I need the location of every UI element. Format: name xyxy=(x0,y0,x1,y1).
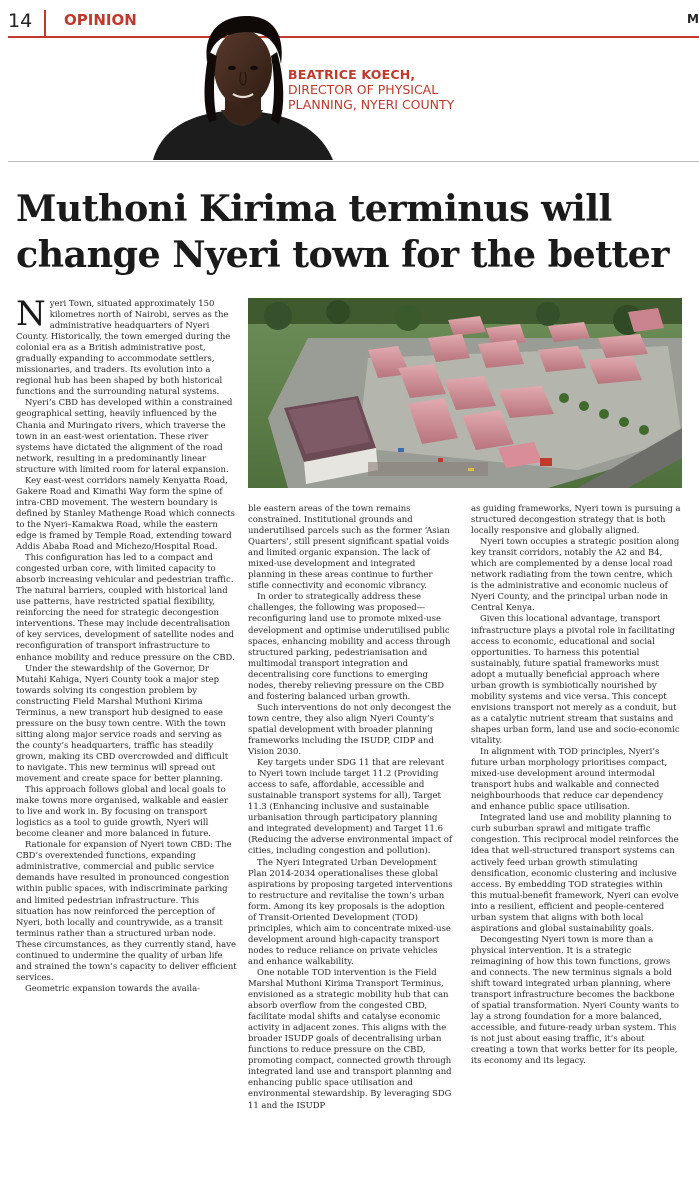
article-paragraph: Nyeri town occupies a strategic position along key transit corridors, notably the A2 and B4, which are complemented by a dense local road network radiating from the town centre, which is the administrative and economic nucleus of Nyeri County, and the principal urban node in Central Kenya. xyxy=(471,536,680,613)
headline-line-1: Muthoni Kirima terminus will xyxy=(16,187,612,230)
article-paragraph: Under the stewardship of the Governor, Dr Mutahi Kahiga, Nyeri County took a major step towards solving its congestion problem by constructing Field Marshal Muthoni Kirima Terminus, a new transport hub designed to ease pressure on the busy town centre. With the town sitting along major service roads and serving as the county’s headquarters, traffic has steadily grown, making its CBD overcrowded and difficult to navigate. This new terminus will spread out movement and create space for better planning. xyxy=(16,662,229,784)
article-paragraph: In alignment with TOD principles, Nyeri’s future urban morphology prioritises compact, mixed-use development around intermodal transport hubs and walkable and connected neighbourhoods that reduce car dependency and enhance public space utilisation. xyxy=(471,746,668,812)
header-rule xyxy=(8,36,699,38)
article-paragraph: This approach follows global and local goals to make towns more organised, walkable and easier to live and work in. By focusing on transport logistics as a tool to guide growth, Nyeri will become cleaner and more balanced in future. xyxy=(16,784,229,839)
header-separator xyxy=(8,161,699,162)
article-paragraph: This configuration has led to a compact and congested urban core, with limited capacity to absorb increasing vehicular and pedestrian traffic. The natural barriers, coupled with historical land use patterns, have restricted spatial flexibility, reinforcing the need for strategic decongestion interventions. These may include decentralisation of key services, development of satellite nodes and reconfiguration of transport infrastructure to enhance mobility and reduce pressure on the CBD. xyxy=(16,552,235,662)
article-paragraph: Nyeri’s CBD has developed within a constrained geographical setting, heavily influenced by the Chania and Muringato rivers, which traverse the town in an east-west orientation. These river systems have dictated the alignment of the road network, resulting in a predominantly linear structure with limited room for lateral expansion. xyxy=(16,397,233,474)
article-column-1 xyxy=(16,294,238,994)
article-paragraph: as guiding frameworks, Nyeri town is pursuing a structured decongestion strategy that is both locally responsive and globally aligned. xyxy=(471,503,681,536)
drop-cap: N xyxy=(16,294,46,334)
terminus-aerial-photo xyxy=(248,298,682,488)
page-number: 14 xyxy=(8,10,33,32)
article-paragraph: Given this locational advantage, transport infrastructure plays a pivotal role in facilitating access to economic, educational and social opportunities. To harness this potential sustainably, future spatial frameworks must adopt a mutually beneficial approach where urban growth is symbiotically nourished by mobility systems and vice versa. This concept envisions transport not merely as a conduit, but as a catalytic nutrient stream that sustains and shapes urban form, land use and socio-economic vitality. xyxy=(471,613,680,745)
article-paragraph: In order to strategically address these challenges, the following was proposed—reconfiguring land use to promote mixed-use development and optimise underutilised public spaces, enhancing mobility and access through structured parking, pedestrianisation and multimodal transport integration and decentralising core functions to emerging nodes, thereby relieving pressure on the CBD and fostering balanced urban growth. xyxy=(248,591,451,701)
article-paragraph: Integrated land use and mobility planning to curb suburban sprawl and mitigate traffic congestion. This reciprocal model reinforces the idea that well-structured transport systems can actively feed urban growth stimulating densification, economic clustering and inclusive access. By embedding TOD strategies within this mutual-benefit framework, Nyeri can evolve into a resilient, efficient and people-centered urban system that aligns with both local aspirations and global sustainability goals. xyxy=(471,812,679,933)
article-column-2 xyxy=(248,503,455,1111)
headline-line-2: change Nyeri town for the better xyxy=(16,233,669,276)
page-header xyxy=(0,0,699,160)
article-paragraph: One notable TOD intervention is the Field Marshal Muthoni Kirima Transport Terminus, envisioned as a strategic mobility hub that can absorb overflow from the congested CBD, facilitate modal shifts and catalyse economic activity in adjacent zones. This aligns with the broader ISUDP goals of decentralising urban functions to reduce pressure on the CBD, promoting compact, connected growth through integrated land use and transport planning and enhancing public space utilisation and environmental stewardship. By leveraging SDG 11 and the ISUDP xyxy=(248,966,452,1110)
author-role-line-1: DIRECTOR OF PHYSICAL xyxy=(288,82,439,97)
article-paragraph: ble eastern areas of the town remains constrained. Institutional grounds and underutilised parcels such as the former ‘Asian Quarters’, still present significant spatial voids and limited organic expansion. The lack of mixed-use development and integrated planning in these areas continue to further stifle connectivity and economic vibrancy. xyxy=(248,503,450,591)
article-paragraph: Key east-west corridors namely Kenyatta Road, Gakere Road and Kimathi Way form the spine of intra-CBD movement. The western boundary is defined by Stanley Mathenge Road which connects to the Nyeri–Kamakwa Road, while the eastern edge is framed by Temple Road, extending toward Addis Ababa Road and Michezo/Hospital Road. xyxy=(16,474,236,552)
article-paragraph: The Nyeri Integrated Urban Development Plan 2014-2034 operationalises these global aspirations by proposing targeted interventions to restructure and revitalise the town’s urban form. Among its key proposals is the adoption of Transit-Oriented Development (TOD) principles, which aim to concentrate mixed-use development around high-capacity transport nodes to reduce reliance on private vehicles and enhance walkability. xyxy=(248,856,453,966)
corner-mark: M xyxy=(687,12,699,26)
author-name: BEATRICE KOECH, xyxy=(288,67,416,82)
article-paragraph: Rationale for expansion of Nyeri town CBD: The CBD’s overextended functions, expanding administrative, commercial and public service demands have resulted in pronounced congestion within public spaces, with indiscriminate parking and limited pedestrian infrastructure. This situation has now reinforced the perception of Nyeri, both locally and countrywide, as a transit terminus rather than a structured urban node. These circumstances, as they currently stand, have continued to undermine the quality of urban life and strained the town’s capacity to deliver efficient services. xyxy=(16,839,237,982)
article-paragraph: Such interventions do not only decongest the town centre, they also align Nyeri County’s spatial development with broader planning frameworks including the ISUDP, CIDP and Vision 2030. xyxy=(248,701,452,757)
article-paragraph: Key targets under SDG 11 that are relevant to Nyeri town include target 11.2 (Providing access to safe, affordable, accessible and sustainable transport systems for all), Target 11.3 (Enhancing inclusive and sustainable urbanisation through participatory planning and integrated development) and Target 11.6 (Reducing the adverse environmental impact of cities, including congestion and pollution). xyxy=(248,757,452,856)
article-column-3 xyxy=(471,503,681,1066)
author-role-line-2: PLANNING, NYERI COUNTY xyxy=(288,97,455,112)
headline xyxy=(16,186,696,278)
article-paragraph: Geometric expansion towards the availa- xyxy=(25,982,200,993)
author-byline xyxy=(288,67,454,112)
section-label: OPINION xyxy=(64,11,137,29)
article-paragraph: Nyeri Town, situated approximately 150 kilometres north of Nairobi, serves as the administrative headquarters of Nyeri County. Historically, the town emerged during the colonial era as a British administrative post, gradually expanding to accommodate settlers, missionaries, and traders. Its evolution into a regional hub has been shaped by both historical functions and the surrounding natural systems. xyxy=(16,294,231,397)
article-paragraph: Decongesting Nyeri town is more than a physical intervention. It is a strategic reimagining of how this town functions, grows and connects. The new terminus signals a bold shift toward integrated urban planning, where transport infrastructure becomes the backbone of spatial transformation. Nyeri County wants to lay a strong foundation for a more balanced, accessible, and future-ready urban system. This is not just about easing traffic, it’s about creating a town that works better for its people, its economy and its legacy. xyxy=(471,933,679,1066)
header-divider xyxy=(44,10,46,36)
